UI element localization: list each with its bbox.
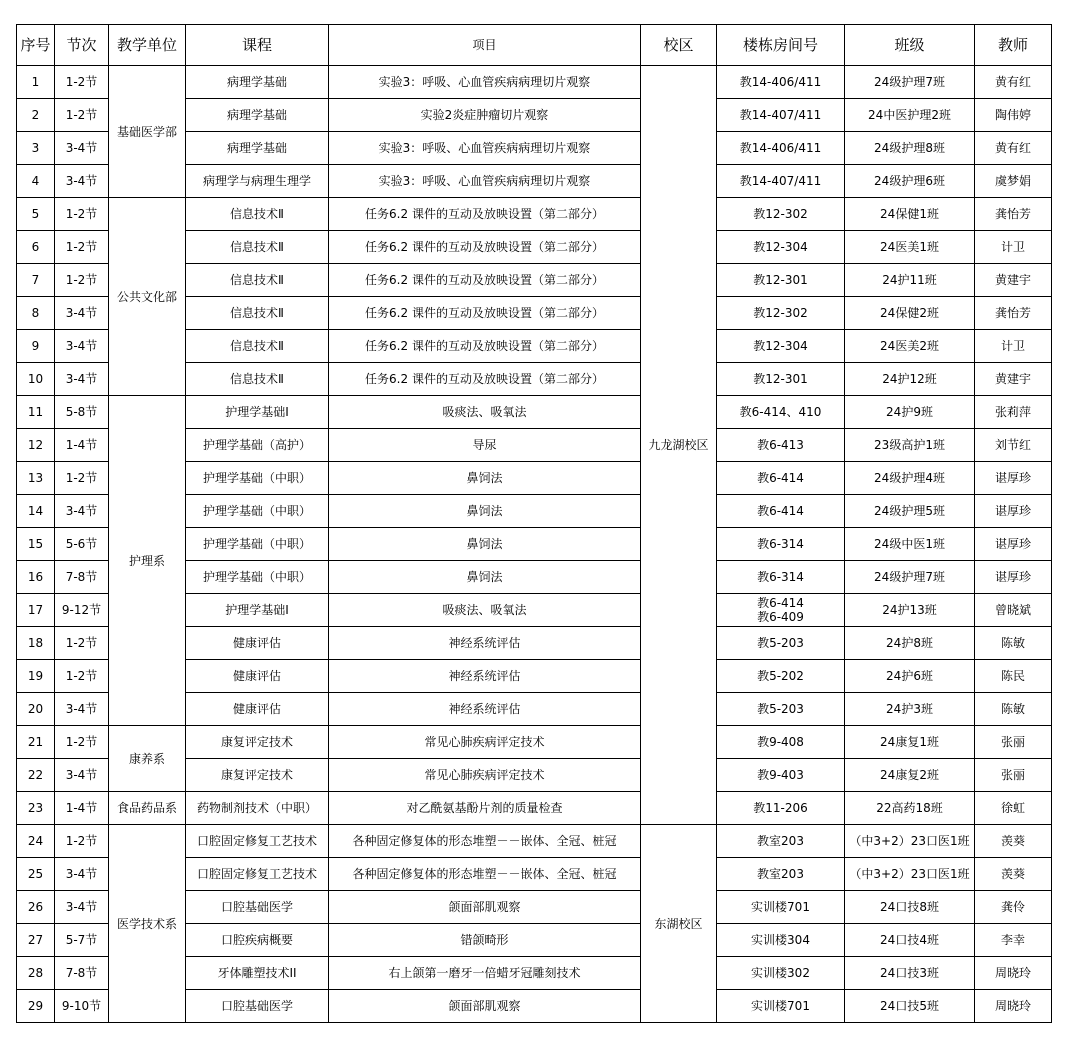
course-cell: 信息技术Ⅱ: [186, 198, 329, 231]
row-number: 24: [17, 825, 55, 858]
class-cell: 24口技4班: [845, 924, 975, 957]
room-line: 教6-314: [757, 537, 804, 551]
row-number: 28: [17, 957, 55, 990]
class-cell: 22高药18班: [845, 792, 975, 825]
period-cell: 1-2节: [55, 264, 109, 297]
room-line: 教室203: [757, 834, 804, 848]
room-cell: [717, 231, 845, 264]
teacher-cell: 陈敏: [975, 627, 1052, 660]
room-line: 教12-302: [753, 207, 808, 221]
room-cell: [717, 198, 845, 231]
row-number: 20: [17, 693, 55, 726]
class-cell: 24级护理5班: [845, 495, 975, 528]
header-no: 序号: [17, 25, 55, 66]
room-line: 教12-301: [753, 372, 808, 386]
room-line: 教12-304: [753, 339, 808, 353]
project-cell: 实验3：呼吸、心血管疾病病理切片观察: [329, 66, 641, 99]
room-cell: [717, 330, 845, 363]
period-cell: 3-4节: [55, 330, 109, 363]
header-room: 楼栋房间号: [717, 25, 845, 66]
header-row: [17, 25, 1052, 66]
period-cell: 3-4节: [55, 132, 109, 165]
course-cell: 护理学基础（中职）: [186, 528, 329, 561]
period-cell: 1-2节: [55, 660, 109, 693]
department-cell: 医学技术系: [109, 825, 186, 1023]
row-number: 4: [17, 165, 55, 198]
class-cell: 24中医护理2班: [845, 99, 975, 132]
period-cell: 3-4节: [55, 693, 109, 726]
row-number: 14: [17, 495, 55, 528]
period-cell: 1-2节: [55, 198, 109, 231]
class-cell: 24保健2班: [845, 297, 975, 330]
room-line: 教14-407/411: [739, 174, 822, 188]
header-dept: 教学单位: [109, 25, 186, 66]
room-line: 教6-413: [757, 438, 804, 452]
project-cell: 错颌畸形: [329, 924, 641, 957]
row-number: 22: [17, 759, 55, 792]
project-cell: 鼻饲法: [329, 462, 641, 495]
teacher-cell: 计卫: [975, 330, 1052, 363]
class-cell: 24护9班: [845, 396, 975, 429]
room-cell: [717, 594, 845, 627]
room-line: 教室203: [757, 867, 804, 881]
class-cell: 24级中医1班: [845, 528, 975, 561]
project-cell: 常见心肺疾病评定技术: [329, 759, 641, 792]
project-cell: 颌面部肌观察: [329, 891, 641, 924]
room-line: 实训楼701: [751, 900, 810, 914]
header-teacher: 教师: [975, 25, 1052, 66]
teacher-cell: 谌厚珍: [975, 528, 1052, 561]
period-cell: 3-4节: [55, 891, 109, 924]
class-cell: 24护12班: [845, 363, 975, 396]
room-line: 实训楼701: [751, 999, 810, 1013]
room-cell: [717, 792, 845, 825]
course-cell: 健康评估: [186, 627, 329, 660]
room-cell: [717, 99, 845, 132]
course-cell: 护理学基础Ⅰ: [186, 594, 329, 627]
class-cell: 24口技3班: [845, 957, 975, 990]
teacher-cell: 张丽: [975, 759, 1052, 792]
course-cell: 药物制剂技术（中职）: [186, 792, 329, 825]
period-cell: 1-2节: [55, 825, 109, 858]
project-cell: 任务6.2 课件的互动及放映设置（第二部分）: [329, 231, 641, 264]
class-cell: 24保健1班: [845, 198, 975, 231]
course-cell: 信息技术Ⅱ: [186, 231, 329, 264]
room-line: 教5-203: [757, 636, 804, 650]
teacher-cell: 羡葵: [975, 858, 1052, 891]
project-cell: 鼻饲法: [329, 495, 641, 528]
room-line: 教9-403: [757, 768, 804, 782]
room-line: 教6-409: [757, 610, 804, 624]
course-cell: 口腔基础医学: [186, 990, 329, 1023]
project-cell: 实验2炎症肿瘤切片观察: [329, 99, 641, 132]
course-cell: 病理学基础: [186, 132, 329, 165]
room-line: 实训楼304: [751, 933, 810, 947]
period-cell: 5-6节: [55, 528, 109, 561]
row-number: 16: [17, 561, 55, 594]
header-class: 班级: [845, 25, 975, 66]
room-cell: [717, 891, 845, 924]
period-cell: 1-2节: [55, 231, 109, 264]
class-cell: （中3+2）23口医1班: [845, 825, 975, 858]
room-cell: [717, 264, 845, 297]
room-cell: [717, 693, 845, 726]
room-cell: [717, 396, 845, 429]
row-number: 10: [17, 363, 55, 396]
room-line: 教5-203: [757, 702, 804, 716]
room-cell: [717, 462, 845, 495]
period-cell: 3-4节: [55, 297, 109, 330]
table-row: [17, 396, 1052, 429]
row-number: 5: [17, 198, 55, 231]
room-line: 教5-202: [757, 669, 804, 683]
project-cell: 鼻饲法: [329, 528, 641, 561]
project-cell: 各种固定修复体的形态堆塑－－嵌体、全冠、桩冠: [329, 858, 641, 891]
class-cell: 24级护理4班: [845, 462, 975, 495]
project-cell: 任务6.2 课件的互动及放映设置（第二部分）: [329, 363, 641, 396]
schedule-body: [17, 66, 1052, 1023]
project-cell: 颌面部肌观察: [329, 990, 641, 1023]
teacher-cell: 陈民: [975, 660, 1052, 693]
course-cell: 病理学基础: [186, 66, 329, 99]
campus-cell: 东湖校区: [641, 825, 717, 1023]
course-cell: 护理学基础（中职）: [186, 462, 329, 495]
teacher-cell: 曾晓斌: [975, 594, 1052, 627]
period-cell: 1-2节: [55, 726, 109, 759]
project-cell: 吸痰法、吸氧法: [329, 594, 641, 627]
room-cell: [717, 660, 845, 693]
room-line: 教11-206: [753, 801, 808, 815]
room-line: 教6-414、410: [739, 405, 822, 419]
room-cell: [717, 132, 845, 165]
class-cell: 24医美2班: [845, 330, 975, 363]
row-number: 21: [17, 726, 55, 759]
row-number: 7: [17, 264, 55, 297]
room-line: 教6-414: [757, 471, 804, 485]
class-cell: 24康复1班: [845, 726, 975, 759]
teacher-cell: 张丽: [975, 726, 1052, 759]
project-cell: 神经系统评估: [329, 693, 641, 726]
room-cell: [717, 825, 845, 858]
row-number: 27: [17, 924, 55, 957]
period-cell: 3-4节: [55, 858, 109, 891]
class-cell: 24级护理7班: [845, 66, 975, 99]
period-cell: 1-2节: [55, 66, 109, 99]
course-cell: 病理学基础: [186, 99, 329, 132]
teacher-cell: 陈敏: [975, 693, 1052, 726]
course-cell: 信息技术Ⅱ: [186, 264, 329, 297]
row-number: 29: [17, 990, 55, 1023]
course-cell: 康复评定技术: [186, 726, 329, 759]
period-cell: 3-4节: [55, 165, 109, 198]
room-cell: [717, 528, 845, 561]
class-cell: 23级高护1班: [845, 429, 975, 462]
course-cell: 护理学基础Ⅰ: [186, 396, 329, 429]
teacher-cell: 陶伟婷: [975, 99, 1052, 132]
room-line: 实训楼302: [751, 966, 810, 980]
row-number: 17: [17, 594, 55, 627]
teacher-cell: 虞梦娟: [975, 165, 1052, 198]
course-cell: 口腔基础医学: [186, 891, 329, 924]
teacher-cell: 谌厚珍: [975, 462, 1052, 495]
teacher-cell: 李幸: [975, 924, 1052, 957]
project-cell: 任务6.2 课件的互动及放映设置（第二部分）: [329, 198, 641, 231]
teacher-cell: 龚怡芳: [975, 297, 1052, 330]
room-line: 教14-406/411: [739, 75, 822, 89]
class-cell: （中3+2）23口医1班: [845, 858, 975, 891]
room-line: 教14-406/411: [739, 141, 822, 155]
course-cell: 口腔固定修复工艺技术: [186, 825, 329, 858]
room-line: 教12-301: [753, 273, 808, 287]
row-number: 9: [17, 330, 55, 363]
period-cell: 1-4节: [55, 792, 109, 825]
row-number: 23: [17, 792, 55, 825]
teacher-cell: 黄有红: [975, 66, 1052, 99]
course-cell: 康复评定技术: [186, 759, 329, 792]
course-cell: 健康评估: [186, 693, 329, 726]
teacher-cell: 龚怡芳: [975, 198, 1052, 231]
project-cell: 神经系统评估: [329, 627, 641, 660]
room-cell: [717, 66, 845, 99]
teacher-cell: 徐虹: [975, 792, 1052, 825]
period-cell: 9-10节: [55, 990, 109, 1023]
department-cell: 食品药品系: [109, 792, 186, 825]
project-cell: 任务6.2 课件的互动及放映设置（第二部分）: [329, 330, 641, 363]
row-number: 26: [17, 891, 55, 924]
period-cell: 1-2节: [55, 627, 109, 660]
project-cell: 实验3：呼吸、心血管疾病病理切片观察: [329, 132, 641, 165]
department-cell: 康养系: [109, 726, 186, 792]
teacher-cell: 周晓玲: [975, 990, 1052, 1023]
teacher-cell: 黄有红: [975, 132, 1052, 165]
class-cell: 24级护理7班: [845, 561, 975, 594]
class-cell: 24级护理8班: [845, 132, 975, 165]
table-row: [17, 792, 1052, 825]
room-line: 教14-407/411: [739, 108, 822, 122]
row-number: 1: [17, 66, 55, 99]
course-cell: 信息技术Ⅱ: [186, 330, 329, 363]
row-number: 19: [17, 660, 55, 693]
course-cell: 信息技术Ⅱ: [186, 363, 329, 396]
course-cell: 健康评估: [186, 660, 329, 693]
room-line: 教12-304: [753, 240, 808, 254]
room-cell: [717, 924, 845, 957]
course-cell: 口腔固定修复工艺技术: [186, 858, 329, 891]
row-number: 18: [17, 627, 55, 660]
room-line: 教6-314: [757, 570, 804, 584]
room-cell: [717, 297, 845, 330]
department-cell: 基础医学部: [109, 66, 186, 198]
period-cell: 1-4节: [55, 429, 109, 462]
room-cell: [717, 495, 845, 528]
department-cell: 护理系: [109, 396, 186, 726]
period-cell: 7-8节: [55, 957, 109, 990]
room-cell: [717, 363, 845, 396]
class-cell: 24护6班: [845, 660, 975, 693]
room-cell: [717, 429, 845, 462]
project-cell: 导尿: [329, 429, 641, 462]
teacher-cell: 谌厚珍: [975, 561, 1052, 594]
period-cell: 1-2节: [55, 99, 109, 132]
period-cell: 5-8节: [55, 396, 109, 429]
row-number: 3: [17, 132, 55, 165]
row-number: 12: [17, 429, 55, 462]
project-cell: 常见心肺疾病评定技术: [329, 726, 641, 759]
row-number: 15: [17, 528, 55, 561]
room-cell: [717, 165, 845, 198]
teacher-cell: 羡葵: [975, 825, 1052, 858]
course-cell: 护理学基础（高护）: [186, 429, 329, 462]
period-cell: 9-12节: [55, 594, 109, 627]
room-cell: [717, 858, 845, 891]
room-cell: [717, 561, 845, 594]
course-cell: 护理学基础（中职）: [186, 561, 329, 594]
teacher-cell: 刘节红: [975, 429, 1052, 462]
table-row: [17, 66, 1052, 99]
course-cell: 牙体雕塑技术II: [186, 957, 329, 990]
room-line: 教12-302: [753, 306, 808, 320]
room-cell: [717, 759, 845, 792]
row-number: 8: [17, 297, 55, 330]
period-cell: 7-8节: [55, 561, 109, 594]
teacher-cell: 黄建宇: [975, 363, 1052, 396]
row-number: 11: [17, 396, 55, 429]
schedule-table: [16, 24, 1052, 1023]
class-cell: 24康复2班: [845, 759, 975, 792]
period-cell: 3-4节: [55, 495, 109, 528]
header-period: 节次: [55, 25, 109, 66]
project-cell: 吸痰法、吸氧法: [329, 396, 641, 429]
table-row: [17, 198, 1052, 231]
project-cell: 各种固定修复体的形态堆塑－－嵌体、全冠、桩冠: [329, 825, 641, 858]
room-cell: [717, 990, 845, 1023]
row-number: 13: [17, 462, 55, 495]
table-row: [17, 825, 1052, 858]
row-number: 2: [17, 99, 55, 132]
teacher-cell: 周晓玲: [975, 957, 1052, 990]
project-cell: 神经系统评估: [329, 660, 641, 693]
teacher-cell: 谌厚珍: [975, 495, 1052, 528]
class-cell: 24口技8班: [845, 891, 975, 924]
teacher-cell: 计卫: [975, 231, 1052, 264]
class-cell: 24护11班: [845, 264, 975, 297]
row-number: 6: [17, 231, 55, 264]
header-campus: 校区: [641, 25, 717, 66]
period-cell: 3-4节: [55, 759, 109, 792]
room-line: 教9-408: [757, 735, 804, 749]
project-cell: 鼻饲法: [329, 561, 641, 594]
project-cell: 右上颌第一磨牙一倍蜡牙冠雕刻技术: [329, 957, 641, 990]
table-row: [17, 726, 1052, 759]
project-cell: 实验3：呼吸、心血管疾病病理切片观察: [329, 165, 641, 198]
course-cell: 护理学基础（中职）: [186, 495, 329, 528]
department-cell: 公共文化部: [109, 198, 186, 396]
class-cell: 24医美1班: [845, 231, 975, 264]
period-cell: 5-7节: [55, 924, 109, 957]
room-cell: [717, 627, 845, 660]
class-cell: 24护3班: [845, 693, 975, 726]
course-cell: 病理学与病理生理学: [186, 165, 329, 198]
class-cell: 24护13班: [845, 594, 975, 627]
class-cell: 24口技5班: [845, 990, 975, 1023]
header-project: 项目: [329, 25, 641, 66]
campus-cell: 九龙湖校区: [641, 66, 717, 825]
project-cell: 任务6.2 课件的互动及放映设置（第二部分）: [329, 297, 641, 330]
teacher-cell: 张莉萍: [975, 396, 1052, 429]
project-cell: 对乙酰氨基酚片剂的质量检查: [329, 792, 641, 825]
teacher-cell: 龚伶: [975, 891, 1052, 924]
room-cell: [717, 957, 845, 990]
teacher-cell: 黄建宇: [975, 264, 1052, 297]
class-cell: 24护8班: [845, 627, 975, 660]
room-line: 教6-414: [757, 596, 804, 610]
room-line: 教6-414: [757, 504, 804, 518]
project-cell: 任务6.2 课件的互动及放映设置（第二部分）: [329, 264, 641, 297]
row-number: 25: [17, 858, 55, 891]
header-course: 课程: [186, 25, 329, 66]
room-cell: [717, 726, 845, 759]
period-cell: 3-4节: [55, 363, 109, 396]
class-cell: 24级护理6班: [845, 165, 975, 198]
course-cell: 口腔疾病概要: [186, 924, 329, 957]
course-cell: 信息技术Ⅱ: [186, 297, 329, 330]
period-cell: 1-2节: [55, 462, 109, 495]
